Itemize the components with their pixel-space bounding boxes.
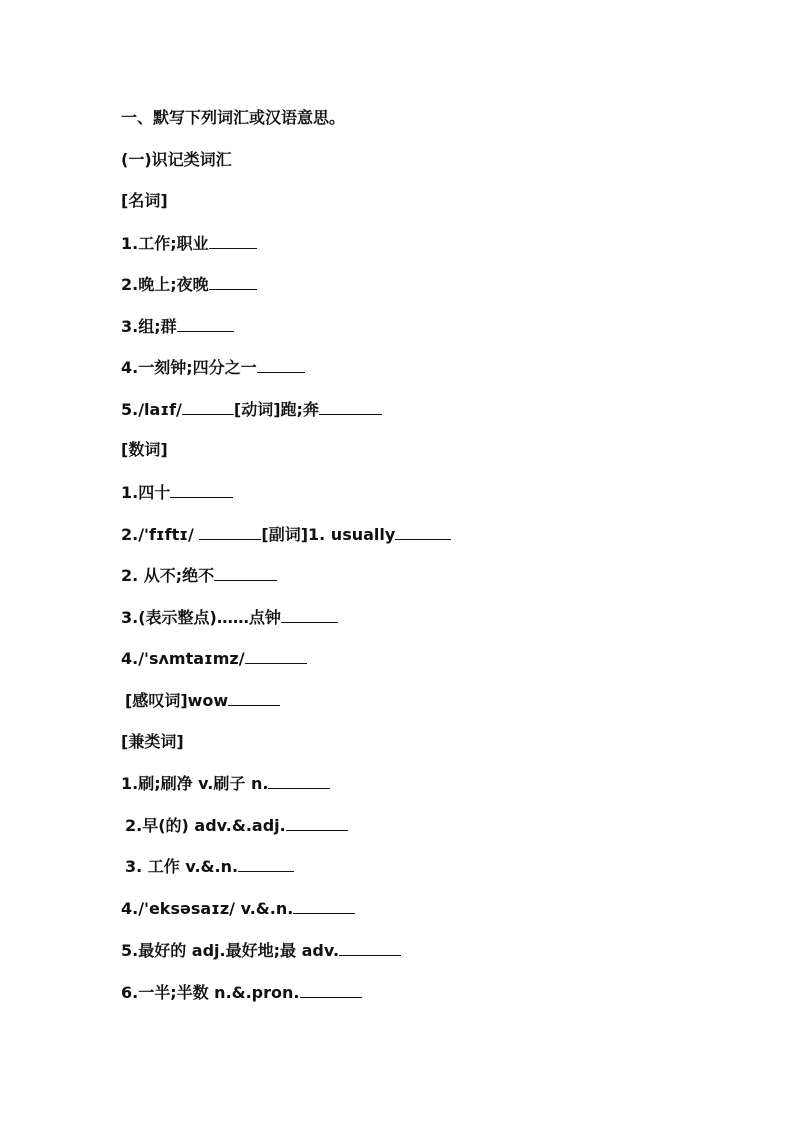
answer-blank[interactable]	[238, 856, 294, 872]
multi-item-1: 1.刷;刷净 v.刷子 n.	[121, 773, 330, 794]
answer-blank[interactable]	[170, 482, 233, 498]
multi-item-4: 4./'eksəsaɪz/ v.&.n.	[121, 898, 355, 919]
noun-item-3: 3.组;群	[121, 316, 234, 337]
answer-blank[interactable]	[177, 316, 234, 332]
adverb-item-3: 3.(表示整点)……点钟	[121, 607, 338, 628]
answer-blank[interactable]	[319, 399, 382, 415]
multi-item-3: 3. 工作 v.&.n.	[125, 856, 294, 877]
multi-item-2: 2.早(的) adv.&.adj.	[125, 815, 348, 836]
answer-blank[interactable]	[281, 607, 338, 623]
answer-blank[interactable]	[209, 274, 257, 290]
answer-blank[interactable]	[300, 982, 362, 998]
numeral-section-title: [数词]	[121, 440, 168, 459]
noun-section-title: [名词]	[121, 191, 168, 210]
answer-blank[interactable]	[257, 357, 305, 373]
section-subheading: (一)识记类词汇	[121, 150, 232, 169]
answer-blank[interactable]	[339, 940, 401, 956]
adverb-item-2: 2. 从不;绝不	[121, 565, 277, 586]
noun-item-1: 1.工作;职业	[121, 233, 257, 254]
numeral-item-1: 1.四十	[121, 482, 233, 503]
noun-item-2: 2.晚上;夜晚	[121, 274, 257, 295]
answer-blank[interactable]	[293, 898, 355, 914]
answer-blank[interactable]	[214, 565, 277, 581]
answer-blank[interactable]	[182, 399, 234, 415]
multi-item-6: 6.一半;半数 n.&.pron.	[121, 982, 362, 1003]
multi-section-title: [兼类词]	[121, 732, 184, 751]
multi-item-5: 5.最好的 adj.最好地;最 adv.	[121, 940, 401, 961]
answer-blank[interactable]	[245, 648, 307, 664]
answer-blank[interactable]	[286, 815, 348, 831]
interjection-item: [感叹词]wow	[125, 690, 280, 711]
answer-blank[interactable]	[228, 690, 280, 706]
answer-blank[interactable]	[209, 233, 257, 249]
adverb-item-4: 4./'sʌmtaɪmz/	[121, 648, 307, 669]
answer-blank[interactable]	[268, 773, 330, 789]
noun-item-4: 4.一刻钟;四分之一	[121, 357, 305, 378]
numeral-item-2: 2./'fɪftɪ/ [副词]1. usually	[121, 524, 451, 545]
answer-blank[interactable]	[395, 524, 451, 540]
worksheet-heading: 一、默写下列词汇或汉语意思。	[121, 108, 346, 127]
verb-inline-label: [动词]跑;奔	[233, 400, 319, 419]
answer-blank[interactable]	[199, 524, 261, 540]
adverb-inline-label: [副词]1. usually	[261, 525, 396, 544]
noun-item-5: 5./laɪf/ [动词]跑;奔	[121, 399, 382, 420]
